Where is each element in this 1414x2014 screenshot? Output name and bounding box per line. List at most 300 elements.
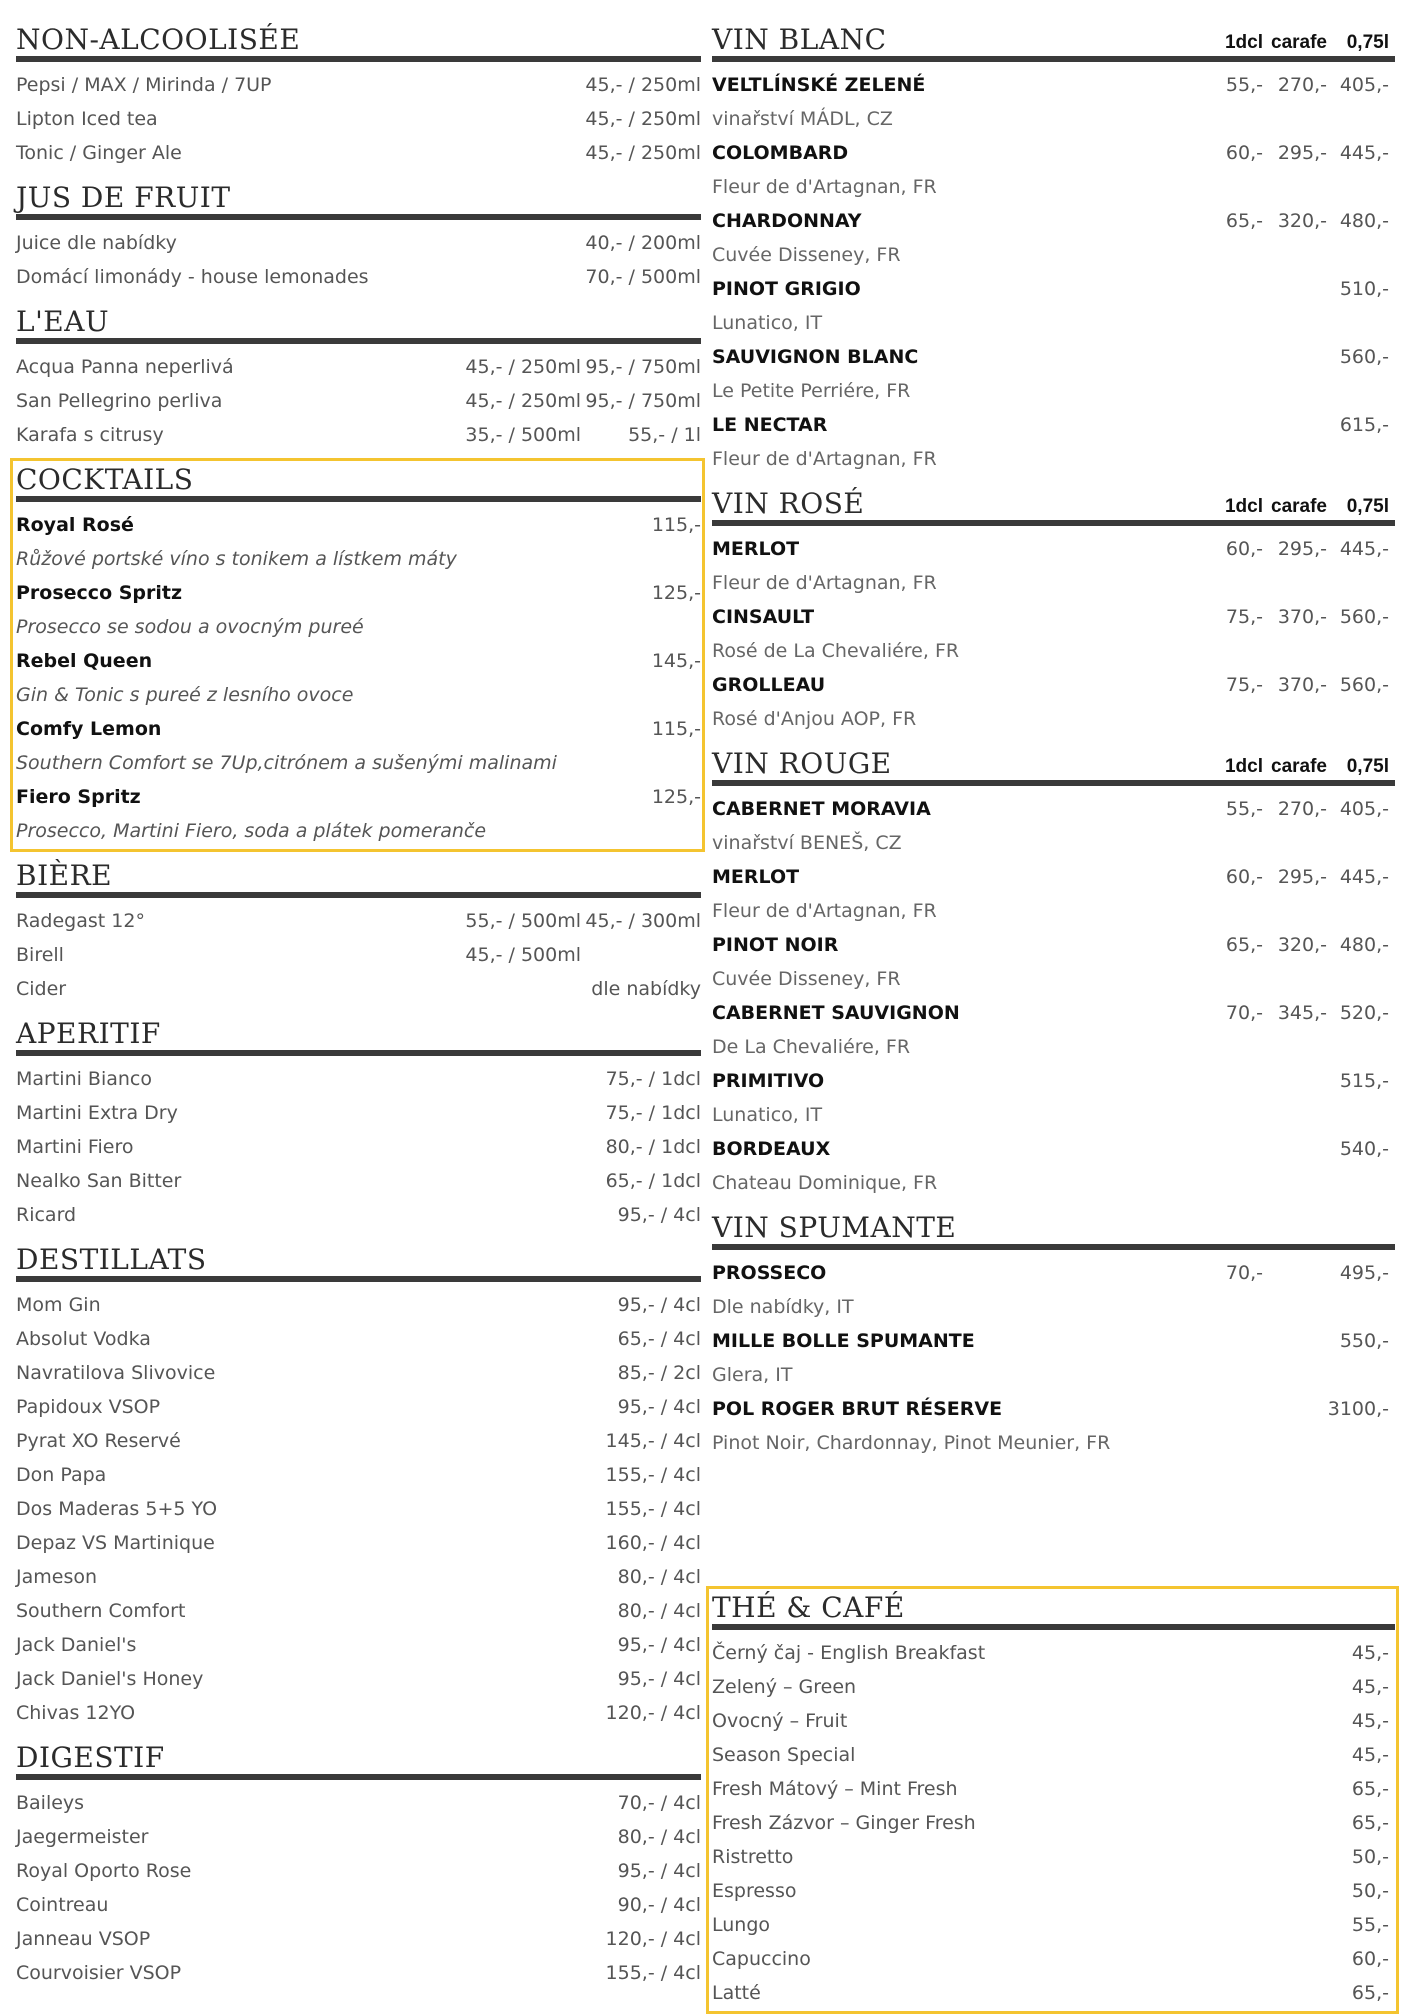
col-carafe: carafe <box>1271 496 1327 517</box>
menu-item <box>712 68 1395 102</box>
item-name: LE NECTAR <box>712 414 828 436</box>
item-name: Prosecco se sodou a ovocným pureé <box>16 616 364 638</box>
item-name: Papidoux VSOP <box>16 1396 161 1418</box>
price-bottle: 540,- <box>1339 1138 1389 1160</box>
menu-item <box>16 384 701 418</box>
section-vin-blanc <box>712 14 1395 478</box>
item-prices <box>461 390 701 412</box>
menu-item <box>16 1062 701 1096</box>
price-1dcl: 65,- <box>1225 210 1263 232</box>
price-bottle: 495,- <box>1339 1262 1389 1284</box>
price-bottle: 445,- <box>1339 142 1389 164</box>
item-name: Royal Oporto Rose <box>16 1860 192 1882</box>
price-bottle: 560,- <box>1339 674 1389 696</box>
section-header <box>16 454 701 502</box>
item-name: Latté <box>712 1982 761 2004</box>
item-name: Don Papa <box>16 1464 107 1486</box>
item-name: PINOT GRIGIO <box>712 278 861 300</box>
price-bottle: 560,- <box>1339 346 1389 368</box>
price-bottle: 445,- <box>1339 866 1389 888</box>
price-bottle: 65,- <box>1351 1778 1389 1800</box>
item-name: Southern Comfort se 7Up,citrónem a sušenými malinami <box>16 752 557 774</box>
menu-item <box>712 962 1395 996</box>
item-name: MILLE BOLLE SPUMANTE <box>712 1330 975 1352</box>
menu-item <box>16 814 701 848</box>
item-name: Lungo <box>712 1914 771 1936</box>
item-price: 65,- / 4cl <box>617 1328 701 1350</box>
menu-item <box>16 1922 701 1956</box>
item-name: Rosé d'Anjou AOP, FR <box>712 708 917 730</box>
price-carafe: 295,- <box>1277 142 1327 164</box>
item-name: Fleur de d'Artagnan, FR <box>712 176 937 198</box>
menu-item <box>712 102 1395 136</box>
section-header <box>16 1008 701 1056</box>
item-price: 145,- / 4cl <box>605 1430 701 1452</box>
menu-item <box>16 1888 701 1922</box>
price-1dcl: 55,- <box>1225 74 1263 96</box>
menu-item <box>16 1390 701 1424</box>
price-bottle: 3100,- <box>1327 1398 1389 1420</box>
menu-item <box>16 1662 701 1696</box>
item-name: COLOMBARD <box>712 142 849 164</box>
menu-left-column <box>16 14 701 1992</box>
section-title: L'EAU <box>16 305 110 338</box>
item-price: 155,- / 4cl <box>605 1962 701 1984</box>
menu-item <box>16 1786 701 1820</box>
menu-item <box>712 1908 1395 1942</box>
item-name: Juice dle nabídky <box>16 232 177 254</box>
item-price: 80,- / 4cl <box>617 1600 701 1622</box>
item-name: Chivas 12YO <box>16 1702 136 1724</box>
menu-item <box>712 1704 1395 1738</box>
menu-item <box>712 1670 1395 1704</box>
item-name: Le Petite Perriére, FR <box>712 380 911 402</box>
section-items <box>16 220 701 296</box>
item-name: Jack Daniel's Honey <box>16 1668 204 1690</box>
item-price: 75,- / 1dcl <box>605 1068 701 1090</box>
item-name: Gin & Tonic s pureé z lesního ovoce <box>16 684 354 706</box>
section-non-alcoolisee <box>16 14 701 172</box>
section-items <box>16 1282 701 1732</box>
menu-item <box>16 1356 701 1390</box>
item-name: Lunatico, IT <box>712 312 823 334</box>
item-price: 45,- / 250ml <box>585 108 701 130</box>
price-bottle: 45,- <box>1351 1642 1389 1664</box>
section-title: VIN SPUMANTE <box>712 1211 957 1244</box>
section-the-cafe <box>712 1582 1395 2012</box>
item-name: Fleur de d'Artagnan, FR <box>712 572 937 594</box>
price-1dcl: 65,- <box>1225 934 1263 956</box>
item-name: Tonic / Ginger Ale <box>16 142 182 164</box>
price-carafe: 295,- <box>1277 866 1327 888</box>
item-name: PINOT NOIR <box>712 934 839 956</box>
item-price: 80,- / 4cl <box>617 1566 701 1588</box>
menu-item <box>16 576 701 610</box>
item-price: 90,- / 4cl <box>617 1894 701 1916</box>
menu-item <box>16 972 701 1006</box>
price-bottle: 405,- <box>1339 74 1389 96</box>
item-prices <box>461 910 701 932</box>
menu-item <box>712 702 1395 736</box>
item-price-primary: 45,- / 250ml <box>465 390 581 412</box>
menu-item <box>712 1738 1395 1772</box>
section-header <box>712 478 1395 526</box>
price-bottle: 50,- <box>1351 1880 1389 1902</box>
item-price: 95,- / 4cl <box>617 1204 701 1226</box>
item-name: Růžové portské víno s tonikem a lístkem máty <box>16 548 457 570</box>
item-price: 155,- / 4cl <box>605 1464 701 1486</box>
menu-item <box>712 1256 1395 1290</box>
item-name: San Pellegrino perliva <box>16 390 223 412</box>
item-name: De La Chevaliére, FR <box>712 1036 911 1058</box>
item-name: Fleur de d'Artagnan, FR <box>712 448 937 470</box>
item-name: Nealko San Bitter <box>16 1170 182 1192</box>
item-name: MERLOT <box>712 866 800 888</box>
menu-item <box>16 1424 701 1458</box>
price-bottle: 480,- <box>1339 210 1389 232</box>
item-name: Southern Comfort <box>16 1600 186 1622</box>
menu-item <box>712 1098 1395 1132</box>
item-price-secondary: 55,- / 1l <box>628 424 701 446</box>
price-column-headers <box>1203 33 1395 52</box>
item-name: Cointreau <box>16 1894 109 1916</box>
section-items <box>712 1250 1395 1462</box>
menu-item <box>712 1290 1395 1324</box>
item-price: 115,- <box>651 514 701 536</box>
item-name: Cider <box>16 978 67 1000</box>
menu-item <box>712 1840 1395 1874</box>
item-name: Fresh Zázvor – Ginger Fresh <box>712 1812 976 1834</box>
menu-item <box>712 996 1395 1030</box>
item-name: PRIMITIVO <box>712 1070 825 1092</box>
section-title: JUS DE FRUIT <box>16 181 231 214</box>
price-bottle: 480,- <box>1339 934 1389 956</box>
price-bottle: 60,- <box>1351 1948 1389 1970</box>
item-price: 70,- / 4cl <box>617 1792 701 1814</box>
price-column-headers <box>1203 757 1395 776</box>
item-name: Jaegermeister <box>16 1826 149 1848</box>
col-bottle: 0,75l <box>1346 756 1389 777</box>
item-price-secondary: 45,- / 300ml <box>585 910 701 932</box>
item-price-secondary: 95,- / 750ml <box>585 356 701 378</box>
menu-item <box>16 1820 701 1854</box>
item-name: Espresso <box>712 1880 797 1902</box>
menu-item <box>712 600 1395 634</box>
price-bottle: 510,- <box>1339 278 1389 300</box>
price-carafe: 370,- <box>1277 674 1327 696</box>
item-name: Prosecco Spritz <box>16 582 183 604</box>
section-items <box>16 1780 701 1992</box>
item-price: 95,- / 4cl <box>617 1396 701 1418</box>
item-price: 160,- / 4cl <box>605 1532 701 1554</box>
price-bottle: 55,- <box>1351 1914 1389 1936</box>
menu-item <box>712 1324 1395 1358</box>
item-name: Prosecco, Martini Fiero, soda a plátek pomeranče <box>16 820 487 842</box>
item-price-secondary: dle nabídky <box>591 978 701 1000</box>
menu-item <box>712 1358 1395 1392</box>
menu-item <box>712 1030 1395 1064</box>
item-name: Capuccino <box>712 1948 811 1970</box>
item-name: Pyrat XO Reservé <box>16 1430 181 1452</box>
item-name: Janneau VSOP <box>16 1928 151 1950</box>
menu-item <box>712 1942 1395 1976</box>
menu-item <box>16 610 701 644</box>
menu-item <box>712 668 1395 702</box>
item-price-primary: 55,- / 500ml <box>465 910 581 932</box>
item-price: 125,- <box>651 786 701 808</box>
price-1dcl: 75,- <box>1225 606 1263 628</box>
item-name: Acqua Panna neperlivá <box>16 356 234 378</box>
menu-item <box>16 712 701 746</box>
section-cocktails <box>16 454 701 850</box>
price-bottle: 515,- <box>1339 1070 1389 1092</box>
menu-item <box>16 136 701 170</box>
col-bottle: 0,75l <box>1346 496 1389 517</box>
menu-item <box>16 780 701 814</box>
section-destillats <box>16 1234 701 1732</box>
section-header <box>712 1202 1395 1250</box>
section-items <box>712 786 1395 1202</box>
item-prices <box>461 944 701 966</box>
menu-item <box>16 1492 701 1526</box>
section-header <box>712 738 1395 786</box>
item-name: Birell <box>16 944 64 966</box>
section-items <box>16 898 701 1008</box>
section-header <box>16 14 701 62</box>
menu-item <box>16 1594 701 1628</box>
menu-item <box>712 1976 1395 2010</box>
menu-item <box>712 532 1395 566</box>
menu-item <box>16 1322 701 1356</box>
section-vin-rose <box>712 478 1395 738</box>
price-bottle: 560,- <box>1339 606 1389 628</box>
item-price: 125,- <box>651 582 701 604</box>
menu-item <box>16 1458 701 1492</box>
item-name: Navratilova Slivovice <box>16 1362 216 1384</box>
item-name: Jack Daniel's <box>16 1634 137 1656</box>
section-header <box>712 14 1395 62</box>
menu-item <box>712 928 1395 962</box>
col-1dcl: 1dcl <box>1224 32 1263 53</box>
menu-item <box>16 1096 701 1130</box>
section-items <box>712 526 1395 738</box>
price-bottle: 615,- <box>1339 414 1389 436</box>
item-price: 85,- / 2cl <box>617 1362 701 1384</box>
menu-item <box>712 1426 1395 1460</box>
item-name: Domácí limonády - house lemonades <box>16 266 369 288</box>
section-title: DESTILLATS <box>16 1243 207 1276</box>
menu-item <box>16 1956 701 1990</box>
item-name: Ovocný – Fruit <box>712 1710 848 1732</box>
item-name: Dos Maderas 5+5 YO <box>16 1498 218 1520</box>
item-name: Cuvée Disseney, FR <box>712 244 901 266</box>
section-title: APERITIF <box>16 1017 161 1050</box>
section-title: NON-ALCOOLISÉE <box>16 23 301 56</box>
menu-item <box>712 1636 1395 1670</box>
menu-item <box>712 634 1395 668</box>
menu-item <box>16 260 701 294</box>
price-carafe: 370,- <box>1277 606 1327 628</box>
item-price: 115,- <box>651 718 701 740</box>
section-header <box>16 172 701 220</box>
menu-item <box>712 408 1395 442</box>
price-carafe: 270,- <box>1277 74 1327 96</box>
item-price-primary: 45,- / 250ml <box>465 356 581 378</box>
item-name: BORDEAUX <box>712 1138 831 1160</box>
item-name: Royal Rosé <box>16 514 134 536</box>
item-name: Martini Fiero <box>16 1136 134 1158</box>
menu-item <box>16 644 701 678</box>
item-prices <box>461 978 701 1000</box>
item-name: Chateau Dominique, FR <box>712 1172 938 1194</box>
item-name: vinařství BENEŠ, CZ <box>712 832 902 854</box>
item-name: GROLLEAU <box>712 674 826 696</box>
item-price: 65,- / 1dcl <box>605 1170 701 1192</box>
item-name: Fleur de d'Artagnan, FR <box>712 900 937 922</box>
menu-item <box>712 442 1395 476</box>
section-items <box>712 62 1395 478</box>
menu-item <box>16 1164 701 1198</box>
section-title: DIGESTIF <box>16 1741 165 1774</box>
item-name: MERLOT <box>712 538 800 560</box>
item-name: Courvoisier VSOP <box>16 1962 182 1984</box>
item-name: Mom Gin <box>16 1294 101 1316</box>
price-carafe: 320,- <box>1277 210 1327 232</box>
item-name: CHARDONNAY <box>712 210 862 232</box>
item-price: 120,- / 4cl <box>605 1928 701 1950</box>
menu-item <box>712 170 1395 204</box>
item-price-primary <box>461 978 581 1000</box>
item-name: POL ROGER BRUT RÉSERVE <box>712 1398 1003 1420</box>
menu-item <box>712 136 1395 170</box>
menu-item <box>712 306 1395 340</box>
item-price-primary: 35,- / 500ml <box>465 424 581 446</box>
item-price: 95,- / 4cl <box>617 1668 701 1690</box>
col-carafe: carafe <box>1271 756 1327 777</box>
item-prices <box>461 356 701 378</box>
menu-item <box>712 340 1395 374</box>
item-name: CABERNET SAUVIGNON <box>712 1002 960 1024</box>
price-1dcl: 70,- <box>1225 1262 1263 1284</box>
price-bottle: 65,- <box>1351 1812 1389 1834</box>
price-bottle: 65,- <box>1351 1982 1389 2004</box>
menu-item <box>16 1696 701 1730</box>
item-name: Lipton Iced tea <box>16 108 158 130</box>
menu-item <box>712 1132 1395 1166</box>
menu-item <box>712 1806 1395 1840</box>
section-header <box>712 1582 1395 1630</box>
menu-item <box>712 1874 1395 1908</box>
item-price: 95,- / 4cl <box>617 1634 701 1656</box>
section-title: VIN BLANC <box>712 23 887 56</box>
item-price: 155,- / 4cl <box>605 1498 701 1520</box>
section-title: THÉ & CAFÉ <box>712 1591 905 1624</box>
price-1dcl: 60,- <box>1225 866 1263 888</box>
col-carafe: carafe <box>1271 32 1327 53</box>
section-header <box>16 850 701 898</box>
item-price: 45,- / 250ml <box>585 142 701 164</box>
item-name: SAUVIGNON BLANC <box>712 346 919 368</box>
item-name: Lunatico, IT <box>712 1104 823 1126</box>
item-price-secondary: 95,- / 750ml <box>585 390 701 412</box>
menu-item <box>712 1064 1395 1098</box>
price-bottle: 50,- <box>1351 1846 1389 1868</box>
menu-item <box>16 1130 701 1164</box>
menu-item <box>16 508 701 542</box>
menu-item <box>16 1198 701 1232</box>
menu-item <box>16 1288 701 1322</box>
item-price: 45,- / 250ml <box>585 74 701 96</box>
section-title: BIÈRE <box>16 859 113 892</box>
section-header <box>16 1732 701 1780</box>
menu-item <box>16 350 701 384</box>
col-1dcl: 1dcl <box>1224 756 1263 777</box>
menu-item <box>16 1526 701 1560</box>
menu-item <box>16 226 701 260</box>
item-name: Martini Extra Dry <box>16 1102 178 1124</box>
price-1dcl: 75,- <box>1225 674 1263 696</box>
price-carafe: 270,- <box>1277 798 1327 820</box>
menu-item <box>16 102 701 136</box>
price-carafe: 320,- <box>1277 934 1327 956</box>
section-items <box>16 1056 701 1234</box>
item-name: Fiero Spritz <box>16 786 141 808</box>
menu-item <box>712 374 1395 408</box>
section-header <box>16 1234 701 1282</box>
item-name: Glera, IT <box>712 1364 793 1386</box>
item-name: Karafa s citrusy <box>16 424 164 446</box>
menu-item <box>712 238 1395 272</box>
item-price: 95,- / 4cl <box>617 1860 701 1882</box>
item-name: Pinot Noir, Chardonnay, Pinot Meunier, FR <box>712 1432 1111 1454</box>
item-name: Rebel Queen <box>16 650 153 672</box>
col-1dcl: 1dcl <box>1224 496 1263 517</box>
menu-item <box>16 938 701 972</box>
section-header <box>16 296 701 344</box>
price-carafe: 295,- <box>1277 538 1327 560</box>
section-digestif <box>16 1732 701 1992</box>
price-bottle: 550,- <box>1339 1330 1389 1352</box>
item-price: 70,- / 500ml <box>585 266 701 288</box>
menu-item <box>712 1392 1395 1426</box>
item-name: CABERNET MORAVIA <box>712 798 931 820</box>
menu-item <box>712 826 1395 860</box>
item-price-secondary <box>581 944 701 966</box>
item-name: Dle nabídky, IT <box>712 1296 854 1318</box>
item-price-primary: 45,- / 500ml <box>465 944 581 966</box>
item-name: VELTLÍNSKÉ ZELENÉ <box>712 74 926 96</box>
price-bottle: 520,- <box>1339 1002 1389 1024</box>
item-name: Černý čaj - English Breakfast <box>712 1642 986 1664</box>
menu-item <box>16 1854 701 1888</box>
blank-spacer <box>712 1462 1395 1582</box>
item-name: Absolut Vodka <box>16 1328 151 1350</box>
menu-item <box>16 746 701 780</box>
section-items <box>16 502 701 850</box>
menu-item <box>712 860 1395 894</box>
item-name: Pepsi / MAX / Mirinda / 7UP <box>16 74 272 96</box>
menu-right-column <box>712 14 1395 2012</box>
item-price: 95,- / 4cl <box>617 1294 701 1316</box>
menu-item <box>16 1560 701 1594</box>
item-price: 145,- <box>651 650 701 672</box>
item-price: 80,- / 4cl <box>617 1826 701 1848</box>
item-price: 120,- / 4cl <box>605 1702 701 1724</box>
menu-item <box>16 542 701 576</box>
item-name: Baileys <box>16 1792 85 1814</box>
item-name: Martini Bianco <box>16 1068 153 1090</box>
item-name: Fresh Mátový – Mint Fresh <box>712 1778 958 1800</box>
